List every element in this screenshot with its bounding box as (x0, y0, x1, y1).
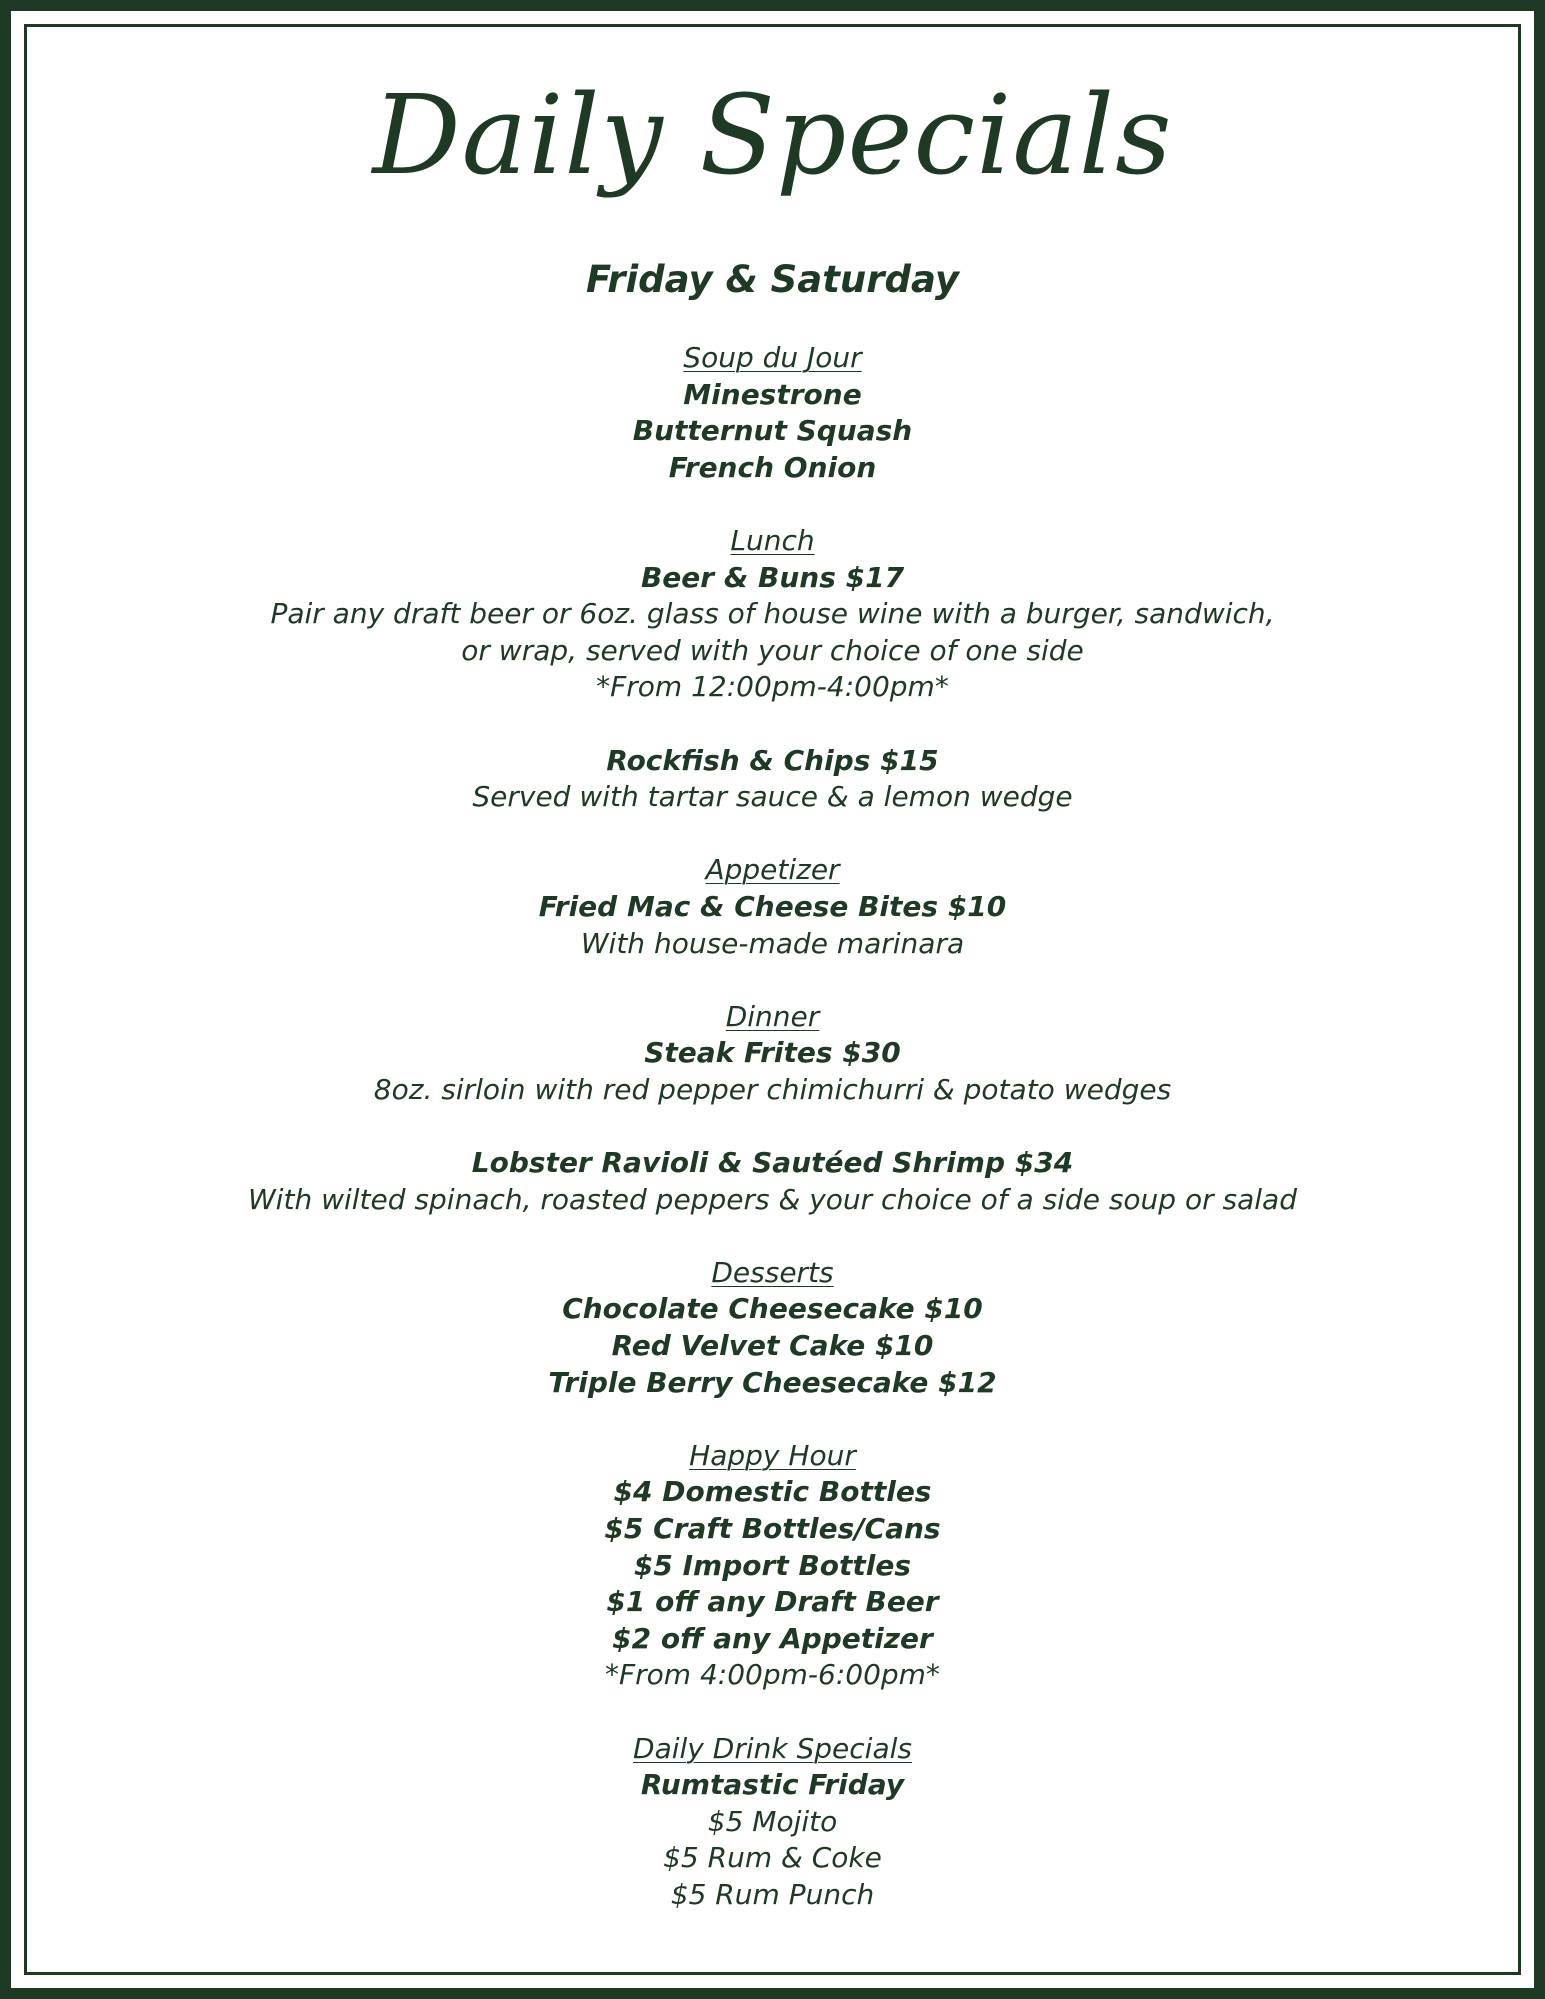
menu-item-lobster-ravioli: Lobster Ravioli & Sautéed Shrimp $34 (471, 1146, 1074, 1180)
section-title-lunch: Lunch (730, 523, 815, 557)
menu-item-french-onion: French Onion (668, 450, 877, 484)
menu-item-triple-berry-cheesecake: Triple Berry Cheesecake $12 (548, 1365, 997, 1399)
section-title-happy-hour: Happy Hour (689, 1438, 856, 1472)
section-title-dinner: Dinner (725, 999, 820, 1033)
item-description: With wilted spinach, roasted peppers & your choice of a side soup or salad (248, 1182, 1297, 1216)
section-title-soup: Soup du Jour (683, 341, 862, 374)
drink-line: $5 Mojito (707, 1804, 838, 1838)
item-description: Served with tartar sauce & a lemon wedge (472, 780, 1073, 814)
item-description: or wrap, served with your choice of one side (461, 633, 1084, 667)
menu-item-rockfish-chips: Rockfish & Chips $15 (606, 743, 939, 777)
menu-item-red-velvet-cake: Red Velvet Cake $10 (611, 1329, 934, 1363)
menu-list (0, 340, 1545, 1914)
menu-item-beer-buns: Beer & Buns $17 (640, 560, 905, 594)
item-description: With house-made marinara (580, 926, 965, 960)
page-title: Daily Specials (372, 71, 1173, 199)
menu-item-mac-cheese-bites: Fried Mac & Cheese Bites $10 (538, 889, 1007, 923)
item-time-note: *From 12:00pm-4:00pm* (596, 670, 949, 704)
menu-item-craft-bottles: $5 Craft Bottles/Cans (604, 1512, 941, 1545)
menu-item-rumtastic-friday: Rumtastic Friday (640, 1768, 905, 1802)
menu-item-domestic-bottles: $4 Domestic Bottles (613, 1475, 932, 1509)
item-description: 8oz. sirloin with red pepper chimichurri & potato wedges (373, 1072, 1172, 1106)
menu-item-draft-beer-discount: $1 off any Draft Beer (606, 1585, 939, 1619)
section-title-desserts: Desserts (711, 1255, 834, 1289)
drink-line: $5 Rum & Coke (663, 1841, 882, 1875)
menu-item-steak-frites: Steak Frites $30 (644, 1036, 901, 1070)
section-title-drinks: Daily Drink Specials (633, 1731, 912, 1765)
page-subtitle: Friday & Saturday (586, 258, 959, 301)
drink-line: $5 Rum Punch (670, 1877, 875, 1911)
section-title-appetizer: Appetizer (705, 853, 840, 887)
menu-item-import-bottles: $5 Import Bottles (633, 1548, 912, 1582)
menu-item-appetizer-discount: $2 off any Appetizer (612, 1621, 933, 1655)
menu-item-chocolate-cheesecake: Chocolate Cheesecake $10 (562, 1292, 983, 1326)
item-time-note: *From 4:00pm-6:00pm* (605, 1658, 940, 1692)
menu-item-minestrone: Minestrone (683, 377, 862, 411)
menu-item-butternut-squash: Butternut Squash (632, 414, 913, 448)
item-description: Pair any draft beer or 6oz. glass of house wine with a burger, sandwich, (270, 597, 1275, 631)
